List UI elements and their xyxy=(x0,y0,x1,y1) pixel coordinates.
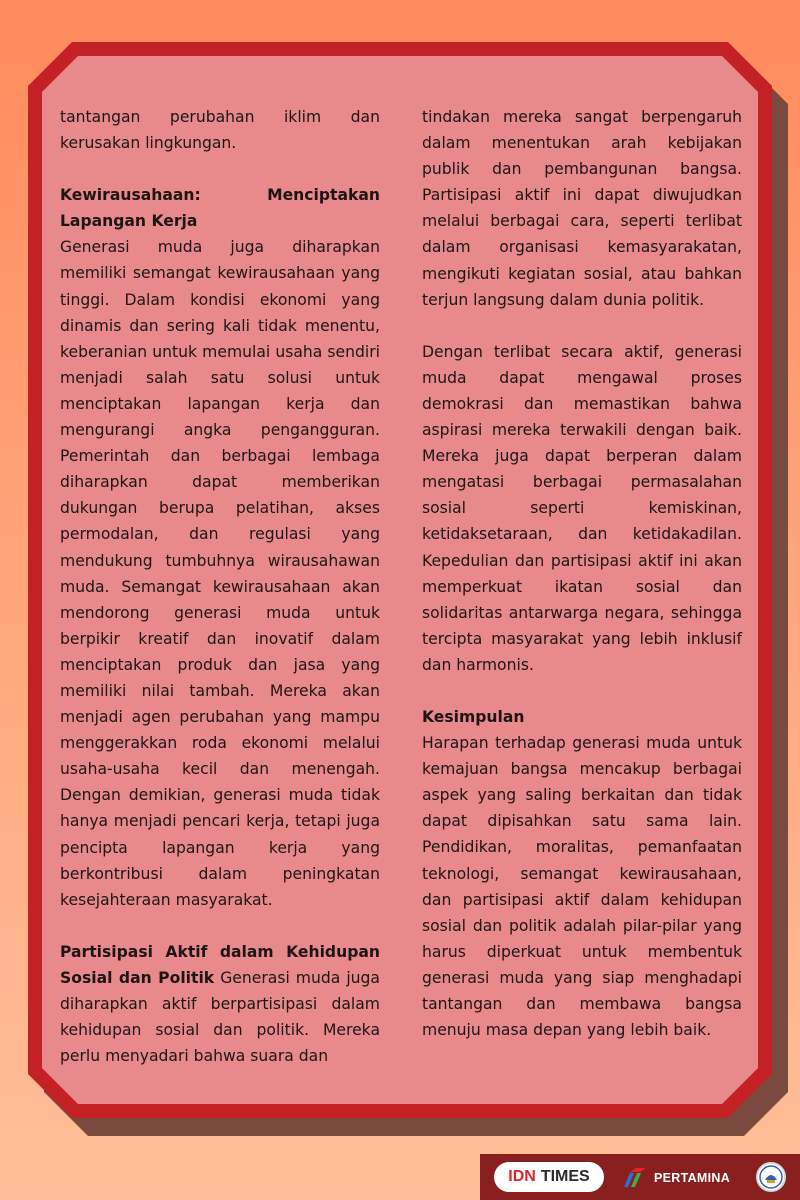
section-body: Generasi muda juga diharapkan aktif berpartisipasi dalam kehidupan sosial dan politik. Mereka perlu menyadari bahwa suara dan xyxy=(60,968,380,1066)
section-heading: Partisipasi Aktif dalam Kehidupan Sosial dan Politik xyxy=(60,942,380,987)
section-heading-line: Kewirausahaan: Menciptakan xyxy=(60,186,380,205)
pertamina-label: PERTAMINA xyxy=(654,1171,731,1185)
section-partisipasi xyxy=(60,939,380,1069)
section-heading xyxy=(60,182,380,234)
left-column xyxy=(60,104,380,1095)
section-body: Harapan terhadap generasi muda untuk kemajuan bangsa mencakup berbagai aspek yang saling berkaitan dan tidak dapat dipisahkan satu sama lain. Pendidikan, moralitas, pemanfaatan teknologi, semangat kewirausahaan, dan partisipasi aktif dalam kehidupan sosial dan politik adalah pilar-pilar yang harus diperkuat untuk membentuk generasi muda yang siap menghadapi tantangan dan membawa bangsa menuju masa depan yang lebih baik. xyxy=(422,734,742,1040)
paragraph: Dengan terlibat secara aktif, generasi muda dapat mengawal proses demokrasi dan memastikan bahwa aspirasi mereka terwakili dengan baik. Mereka juga dapat berperan dalam mengatasi berbagai permasalahan sosial seperti kemiskinan, ketidaksetaraan, dan ketidakadilan. Kepedulian dan partisipasi aktif ini akan memperkuat ikatan sosial dan solidaritas antarwarga negara, sehingga tercipta masyarakat yang lebih inklusif dan harmonis. xyxy=(422,342,742,674)
section-heading: Kesimpulan xyxy=(422,707,525,726)
pertamina-icon xyxy=(622,1167,648,1189)
times-label: TIMES xyxy=(540,1168,590,1185)
right-column xyxy=(422,104,742,1069)
section-heading-line: Lapangan Kerja xyxy=(60,212,198,231)
emblem-icon xyxy=(756,1162,786,1192)
section-kesimpulan xyxy=(422,704,742,1043)
idn-times-logo xyxy=(494,1162,604,1192)
paragraph: tindakan mereka sangat berpengaruh dalam menentukan arah kebijakan publik dan pembangunan bangsa. Partisipasi aktif ini dapat diwujudkan melalui berbagai cara, seperti terlibat dalam organisasi kemasyarakatan, mengikuti kegiatan sosial, atau bahkan terjun langsung dalam dunia politik. xyxy=(422,108,742,309)
pertamina-logo xyxy=(622,1166,730,1190)
section-kewirausahaan xyxy=(60,182,380,913)
idn-label: IDN xyxy=(508,1168,536,1185)
section-body: Generasi muda juga diharapkan memiliki semangat kewirausahaan yang tinggi. Dalam kondisi ekonomi yang dinamis dan sering kali tidak menentu, keberanian untuk memulai usaha sendiri menjadi salah satu solusi untuk menciptakan lapangan kerja dan mengurangi angka pengangguran. Pemerintah dan berbagai lembaga diharapkan dapat memberikan dukungan berupa pelatihan, akses permodalan, dan regulasi yang mendukung tumbuhnya wirausahawan muda. Semangat kewirausahaan akan mendorong generasi muda untuk berpikir kreatif dan inovatif dalam menciptakan produk dan jasa yang memiliki nilai tambah. Mereka akan menjadi agen perubahan yang mampu menggerakkan roda ekonomi melalui usaha-usaha kecil dan menengah. Dengan demikian, generasi muda tidak hanya menjadi pencari kerja, tetapi juga pencipta lapangan kerja yang berkontribusi dalam peningkatan kesejahteraan masyarakat. xyxy=(60,238,380,909)
paragraph: tantangan perubahan iklim dan kerusakan lingkungan. xyxy=(60,108,380,153)
